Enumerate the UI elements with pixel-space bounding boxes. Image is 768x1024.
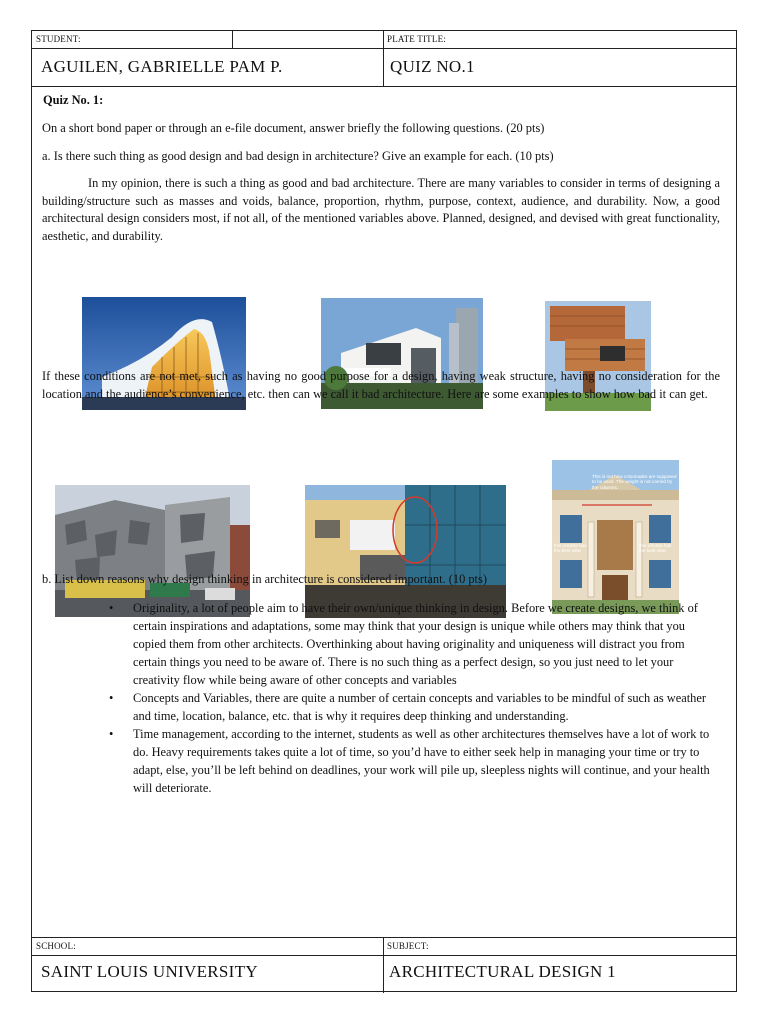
answer-a: In my opinion, there is such a thing as good and bad architecture. There are many variables to consider in terms of designing a building/structure such as masses and voids, balance, proportion, rhythm, purpose, context, audience, and durability. Now, a good architectural design considers most, if not all, of the mentioned variables above. Planned, designed, and devised with great functionality, aesthetic, and durability. [42, 176, 720, 243]
header-bottom-line [32, 86, 736, 87]
student-label: STUDENT: [36, 34, 81, 44]
photo-grey-faceted-building [55, 485, 250, 617]
question-a: a. Is there such thing as good design and bad design in architecture? Give an example for each. (10 pts) [42, 149, 554, 163]
list-item [109, 689, 721, 725]
school-name: SAINT LOUIS UNIVERSITY [41, 962, 258, 981]
list-item [109, 725, 721, 797]
footer-column-divider [383, 937, 384, 993]
list-item-text: Concepts and Variables, there are quite a number of certain concepts and variables to be mindful of such as weather and time, location, balance, etc. that is why it requires deep thinking and understanding. [133, 691, 706, 723]
reasons-list [109, 599, 721, 797]
school-label: SCHOOL: [36, 941, 76, 951]
photo-caption-colonnade: This is not how colonnades are supposed to be used. The weight is not carried by the columns. [592, 474, 677, 490]
question-b: b. List down reasons why design thinking in architecture is considered important. (10 pts) [42, 572, 487, 586]
quiz-heading: Quiz No. 1: [43, 93, 104, 107]
subject-label: SUBJECT: [387, 941, 429, 951]
header-column-divider [383, 31, 384, 86]
photo-colonnade-house [552, 460, 679, 614]
header-divider [32, 48, 736, 49]
header-tick [232, 31, 233, 49]
bullet-glyph: • [109, 601, 114, 615]
photo-caption-window-right: this window has the best view [639, 543, 672, 554]
plate-title: QUIZ NO.1 [390, 57, 475, 76]
bullet-glyph: • [109, 727, 114, 741]
photo-caption-window-left: this window has the best view [554, 543, 587, 554]
plate-title-label: PLATE TITLE: [387, 34, 446, 44]
list-item-text: Originality, a lot of people aim to have their own/unique thinking in design. Before we create designs, we think of certain inspirations and adaptations, some may think that your design is unique while others may think that you copied them from other architects. Overthinking about having originality and uniqueness will distract you from certain things you need to be aware of. There is no such thing as a perfect design, so you just need to let your creativity flow while being aware of other concepts and variables [133, 601, 698, 687]
footer-top-line [32, 937, 736, 938]
subject-name: ARCHITECTURAL DESIGN 1 [389, 962, 616, 981]
list-item [109, 599, 721, 689]
list-item-text: Time management, according to the internet, students as well as other architectures themselves have a lot of work to do. Heavy requirements takes quite a lot of time, so you’d have to either seek help in managing your time or try to adapt, else, you’ll be left behind on deadlines, your work will pile up, sleepless nights will continue, and your health will deteriorate. [133, 727, 710, 795]
bad-architecture-intro: If these conditions are not met, such as having no good purpose for a design, having weak structure, having no consideration for the location and the audience’s convenience, etc. then can we call it bad architecture. Here are some examples to show how bad it can get. [42, 369, 720, 401]
student-name: AGUILEN, GABRIELLE PAM P. [41, 57, 283, 76]
bullet-glyph: • [109, 691, 114, 705]
footer-divider [32, 955, 736, 956]
instruction: On a short bond paper or through an e-file document, answer briefly the following questions. (20 pts) [42, 121, 545, 135]
